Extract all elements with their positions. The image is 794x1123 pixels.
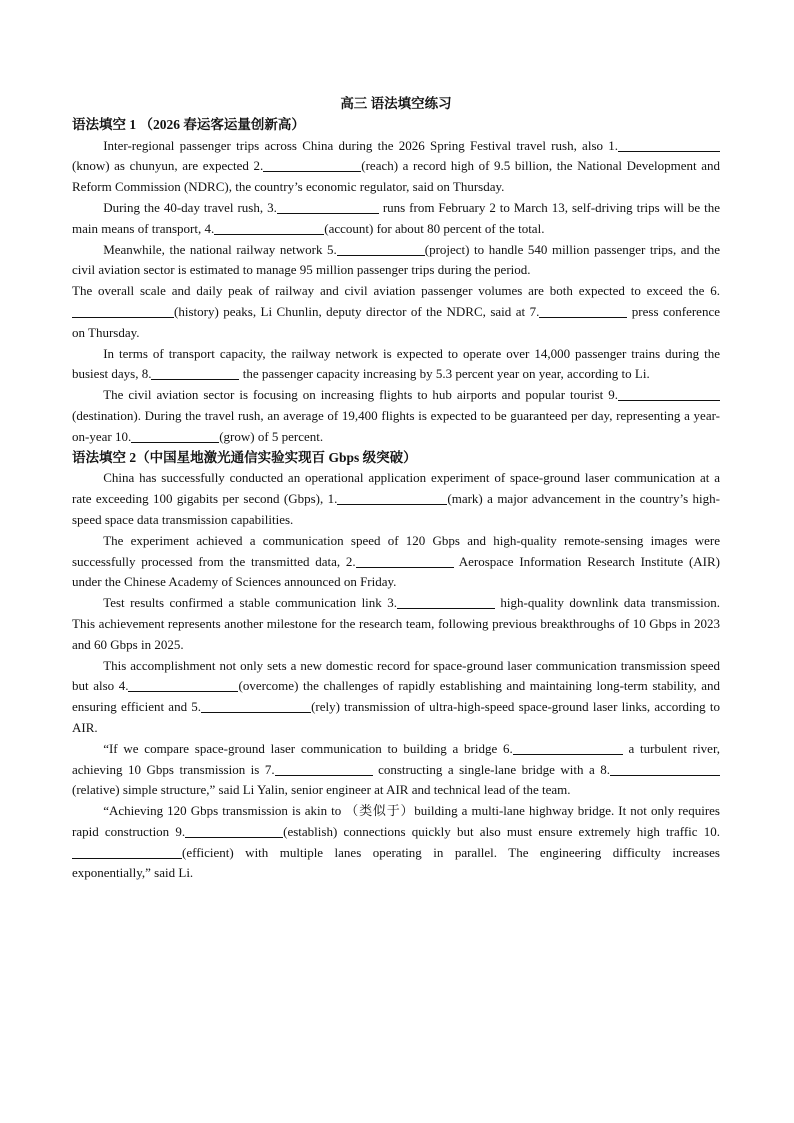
worksheet-page — [72, 94, 720, 884]
s2-p5-text: “If we compare space-ground laser communication to building a bridge 6. — [103, 740, 513, 756]
answer-blank[interactable] — [337, 490, 447, 505]
section2-heading: 语法填空 2（中国星地激光通信实验实现百 Gbps 级突破） — [72, 449, 417, 465]
answer-blank[interactable] — [618, 386, 720, 401]
s2-paragraph-6 — [72, 801, 720, 884]
s1-paragraph-3 — [72, 240, 720, 282]
s1-p1-text: (know) as chunyun, are expected 2. — [72, 158, 264, 174]
answer-blank[interactable] — [356, 553, 454, 568]
s2-paragraph-2 — [72, 531, 720, 593]
answer-blank[interactable] — [72, 844, 182, 859]
answer-blank[interactable] — [277, 199, 379, 214]
s2-p4-text: This accomplishment not only sets a new domestic record for space-ground laser communication transmission speed but also 4. — [72, 657, 720, 694]
s1-p3-text: Meanwhile, the national railway network 5. — [103, 241, 337, 257]
s1-p6-text: (grow) of 5 percent. — [219, 428, 324, 444]
s1-p2-text: During the 40-day travel rush, 3. — [103, 199, 277, 215]
s2-paragraph-4 — [72, 656, 720, 739]
s2-p5-text: (relative) simple structure,” said Li Yalin, senior engineer at AIR and technical lead of the team. — [72, 782, 571, 798]
s1-paragraph-4 — [72, 281, 720, 343]
answer-blank[interactable] — [214, 220, 324, 235]
s2-p2-text: Aerospace Information Research Institute (AIR) under the Chinese Academy of Sciences announced on Friday. — [72, 553, 721, 590]
s1-paragraph-1 — [72, 136, 720, 198]
s1-p4-text: The overall scale and daily peak of railway and civil aviation passenger volumes are both expected to exceed the 6. — [72, 283, 720, 299]
s2-p4-text: (rely) transmission of ultra-high-speed space-ground laser links, according to AIR. — [72, 699, 721, 735]
s1-p5-text: the passenger capacity increasing by 5.3 percent year on year, according to Li. — [239, 366, 650, 382]
answer-blank[interactable] — [151, 365, 239, 380]
s1-paragraph-6 — [72, 385, 720, 447]
s1-p4-text: press conference on Thursday. — [72, 303, 720, 340]
answer-blank[interactable] — [72, 303, 174, 318]
s2-p6-text: (efficient) with multiple lanes operating in parallel. The engineering difficulty increases exponentially,” said Li. — [72, 844, 720, 881]
answer-blank[interactable] — [185, 823, 283, 838]
answer-blank[interactable] — [263, 157, 361, 172]
s2-p1-text: (mark) a major advancement in the country’s high-speed space data transmission capabilities. — [72, 491, 720, 527]
s2-p5-text: constructing a single-lane bridge with a 8. — [372, 761, 610, 777]
s2-paragraph-3 — [72, 593, 720, 655]
answer-blank[interactable] — [618, 137, 720, 152]
answer-blank[interactable] — [128, 677, 238, 692]
answer-blank[interactable] — [539, 303, 627, 318]
s2-p3-text: Test results confirmed a stable communication link 3. — [103, 595, 397, 611]
s2-p6-text: “Achieving 120 Gbps transmission is akin to （类似于）building a multi-lane highway bridge. It not only requires rapid construction 9. — [72, 803, 720, 839]
s1-p5-text: In terms of transport capacity, the railway network is expected to operate over 14,000 passenger trains during the busiest days, 8. — [72, 345, 720, 382]
answer-blank[interactable] — [201, 698, 311, 713]
s1-p3-text: (project) to handle 540 million passenger trips, and the civil aviation sector is estimated to manage 95 million passenger trips during the period. — [72, 241, 720, 278]
s1-paragraph-5 — [72, 344, 720, 386]
s2-p3-text: high-quality downlink data transmission. This achievement represents another milestone for the research team, following previous breakthroughs of 10 Gbps in 2023 and 60 Gbps in 2025. — [72, 595, 720, 652]
s2-p6-text: (establish) connections quickly but also must ensure extremely high traffic 10. — [283, 823, 721, 839]
answer-blank[interactable] — [275, 761, 373, 776]
s2-p1-text: China has successfully conducted an operational application experiment of space-ground laser communication at a rate exceeding 100 gigabits per second (Gbps), 1. — [72, 470, 720, 507]
answer-blank[interactable] — [131, 428, 219, 443]
s2-p4-text: (overcome) the challenges of rapidly establishing and maintaining long-term stability, and ensuring efficient and 5. — [72, 678, 720, 715]
answer-blank[interactable] — [397, 594, 495, 609]
s1-p6-text: (destination). During the travel rush, an average of 19,400 flights is expected to be guaranteed per day, representing a year-on-year 10. — [72, 407, 720, 444]
s2-paragraph-5 — [72, 739, 720, 801]
s2-p2-text: The experiment achieved a communication speed of 120 Gbps and high-quality remote-sensing images were successfully processed from the transmitted data, 2. — [72, 532, 720, 569]
s1-p4-text: (history) peaks, Li Chunlin, deputy director of the NDRC, said at 7. — [174, 303, 540, 319]
s1-p1-text: Inter-regional passenger trips across China during the 2026 Spring Festival travel rush, also 1. — [103, 137, 618, 153]
s1-p6-text: The civil aviation sector is focusing on increasing flights to hub airports and popular tourist 9. — [103, 387, 618, 403]
answer-blank[interactable] — [610, 761, 720, 776]
answer-blank[interactable] — [513, 740, 623, 755]
s1-paragraph-2 — [72, 198, 720, 240]
s2-p5-text: a turbulent river, achieving 10 Gbps transmission is 7. — [72, 740, 721, 777]
s1-p2-text: runs from February 2 to March 13, self-driving trips will be the main means of transport, 4. — [72, 199, 721, 236]
s1-p1-text: (reach) a record high of 9.5 billion, the National Development and Reform Commission (NDRC), the country’s economic regulator, said on Thursday. — [72, 158, 720, 195]
answer-blank[interactable] — [337, 241, 425, 256]
page-title: 高三 语法填空练习 — [340, 96, 452, 111]
s2-paragraph-1 — [72, 468, 720, 530]
s1-p2-text: (account) for about 80 percent of the total. — [324, 220, 545, 236]
section1-heading: 语法填空 1 （2026 春运客运量创新高） — [72, 116, 305, 132]
